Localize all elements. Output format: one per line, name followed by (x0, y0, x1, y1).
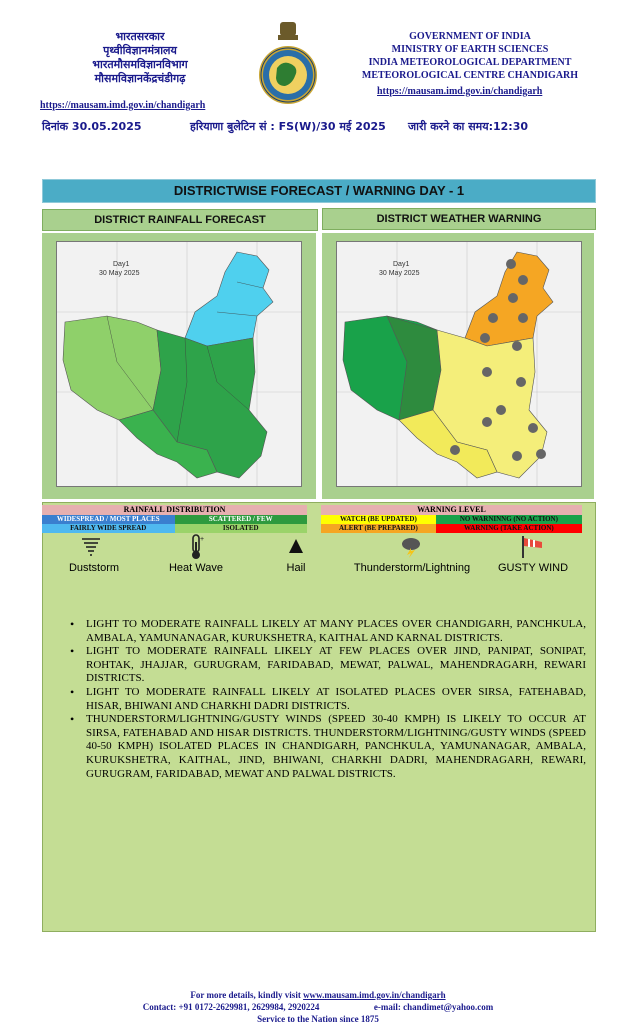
english-line: GOVERNMENT OF INDIA (409, 31, 531, 42)
url-right-link[interactable]: https://mausam.imd.gov.in/chandigarh (377, 86, 543, 97)
map-date-label: 30 May 2025 (99, 270, 140, 277)
header-hindi-block (40, 30, 240, 86)
rainfall-forecast-heading: DISTRICT RAINFALL FORECAST (42, 209, 318, 231)
gusty-wind-label: GUSTY WIND (497, 562, 569, 574)
hindi-line: पृथ्वीविज्ञानमंत्रालय (103, 44, 177, 57)
legend-widespread: WIDESPREAD / MOST PLACES (42, 515, 175, 524)
rainfall-map (56, 241, 302, 487)
legend-isolated: ISOLATED (175, 524, 308, 533)
heat-wave-label: Heat Wave (168, 562, 223, 574)
rainfall-map-frame (42, 233, 316, 499)
forecast-bullets (66, 618, 586, 781)
bullet-item: • THUNDERSTORM/LIGHTNING/GUSTY WINDS (SPEED 30-40 KMPH) IS LIKELY TO OCCUR AT SIRSA, FATEHABAD AND HISAR DISTRICTS. THUNDERSTORM/LIGHTNING/GUSTY WINDS (SPEED 40-50 KMPH) ISOLATED PLACES IN CHANDIGARH, PANCHKULA, YAMUNANAGAR, AMBALA, KURUKSHETRA, KAITHAL, JIND, BHIWANI, CHARKHI DADRI, MAHENDRAGARH, REWARI, GURUGRAM, FARIDABAD, MEWAT AND PALWAL DISTRICTS. (66, 713, 586, 781)
warning-map-frame (322, 233, 594, 499)
bulletin-number: हरियाणा बुलेटिन सं : FS(W)/30 मई 2025 (190, 120, 386, 133)
bullet-item: • LIGHT TO MODERATE RAINFALL LIKELY AT ISOLATED PLACES OVER SIRSA, FATEHABAD, HISAR, BHIWANI AND CHARKHI DADRI DISTRICTS. (66, 686, 586, 713)
bullet-item: • LIGHT TO MODERATE RAINFALL LIKELY AT FEW PLACES OVER JIND, PANIPAT, SONIPAT, ROHTAK, JHAJJAR, GURUGRAM, FARIDABAD, MEWAT, PALWAL, MAHENDRAGARH, REWARI DISTRICTS. (66, 645, 586, 686)
weather-icons-row (42, 534, 594, 578)
footer-visit-text: For more details, kindly visit (190, 990, 301, 1000)
footer-website-link[interactable]: www.mausam.imd.gov.in/chandigarh (303, 990, 446, 1000)
imd-emblem (253, 20, 323, 106)
footer-contact: Contact: +91 0172-2629981, 2629984, 2920224 (142, 1002, 320, 1012)
legend-scattered: SCATTERED / FEW (175, 515, 308, 524)
url-left-link[interactable]: https://mausam.imd.gov.in/chandigarh (40, 100, 206, 111)
duststorm-label: Duststorm (68, 562, 120, 574)
rainfall-legend-title: RAINFALL DISTRIBUTION (42, 505, 307, 515)
footer-email: e-mail: chandimet@yahoo.com (373, 1002, 494, 1012)
english-line: METEOROLOGICAL CENTRE CHANDIGARH (361, 70, 579, 81)
bullet-list (66, 618, 586, 781)
hail-icon (288, 538, 304, 554)
thunderstorm-icon (400, 536, 422, 558)
map-day-label: Day1 (393, 261, 410, 268)
legend-warning: WARNING (TAKE ACTION) (436, 524, 582, 533)
windsock-icon (520, 534, 544, 558)
english-line: INDIA METEOROLOGICAL DEPARTMENT (368, 57, 572, 68)
warning-legend-title: WARNING LEVEL (321, 505, 582, 515)
legend-alert: ALERT (BE PREPARED) (321, 524, 436, 533)
hindi-line: मौसमविज्ञानकेंद्रचंडीगढ़ (94, 72, 186, 85)
hindi-line: भारतमौसमविज्ञानविभाग (92, 58, 188, 71)
footer-line-3: Service to the Nation since 1875 (257, 1014, 379, 1024)
weather-warning-heading: DISTRICT WEATHER WARNING (322, 208, 596, 230)
svg-text:+: + (200, 536, 204, 543)
bullet-item: • LIGHT TO MODERATE RAINFALL LIKELY AT MANY PLACES OVER CHANDIGARH, PANCHKULA, AMBALA, YAMUNANAGAR, KURUKSHETRA, KAITHAL AND KARNAL DISTRICTS. (66, 618, 586, 645)
english-line: MINISTRY OF EARTH SCIENCES (391, 44, 549, 55)
header-english-block (350, 30, 590, 82)
footer-line-2 (42, 1001, 594, 1013)
rainfall-legend (42, 505, 307, 533)
legend-no-warning: NO WARNINNG (NO ACTION) (436, 515, 582, 524)
warning-legend (321, 505, 582, 533)
legend-fairly-wide: FAIRLY WIDE SPREAD (42, 524, 175, 533)
map-date-label: 30 May 2025 (379, 270, 420, 277)
thermometer-icon (188, 534, 204, 560)
issue-time: जारी करने का समय:12:30 (408, 120, 529, 133)
date-text: दिनांक 30.05.2025 (42, 120, 142, 133)
duststorm-icon (80, 536, 102, 556)
footer (42, 989, 594, 1025)
rainfall-map-graphic (57, 242, 301, 486)
hindi-line: भारतसरकार (115, 30, 165, 43)
forecast-title: DISTRICTWISE FORECAST / WARNING DAY - 1 (42, 179, 596, 203)
hail-label: Hail (286, 562, 306, 574)
warning-map (336, 241, 582, 487)
warning-map-graphic (337, 242, 581, 486)
emblem-icon (253, 20, 323, 106)
legend-watch: WATCH (BE UPDATED) (321, 515, 436, 524)
thunderstorm-label: Thunderstorm/Lightning (353, 562, 471, 574)
footer-line-1 (42, 989, 594, 1001)
map-day-label: Day1 (113, 261, 130, 268)
